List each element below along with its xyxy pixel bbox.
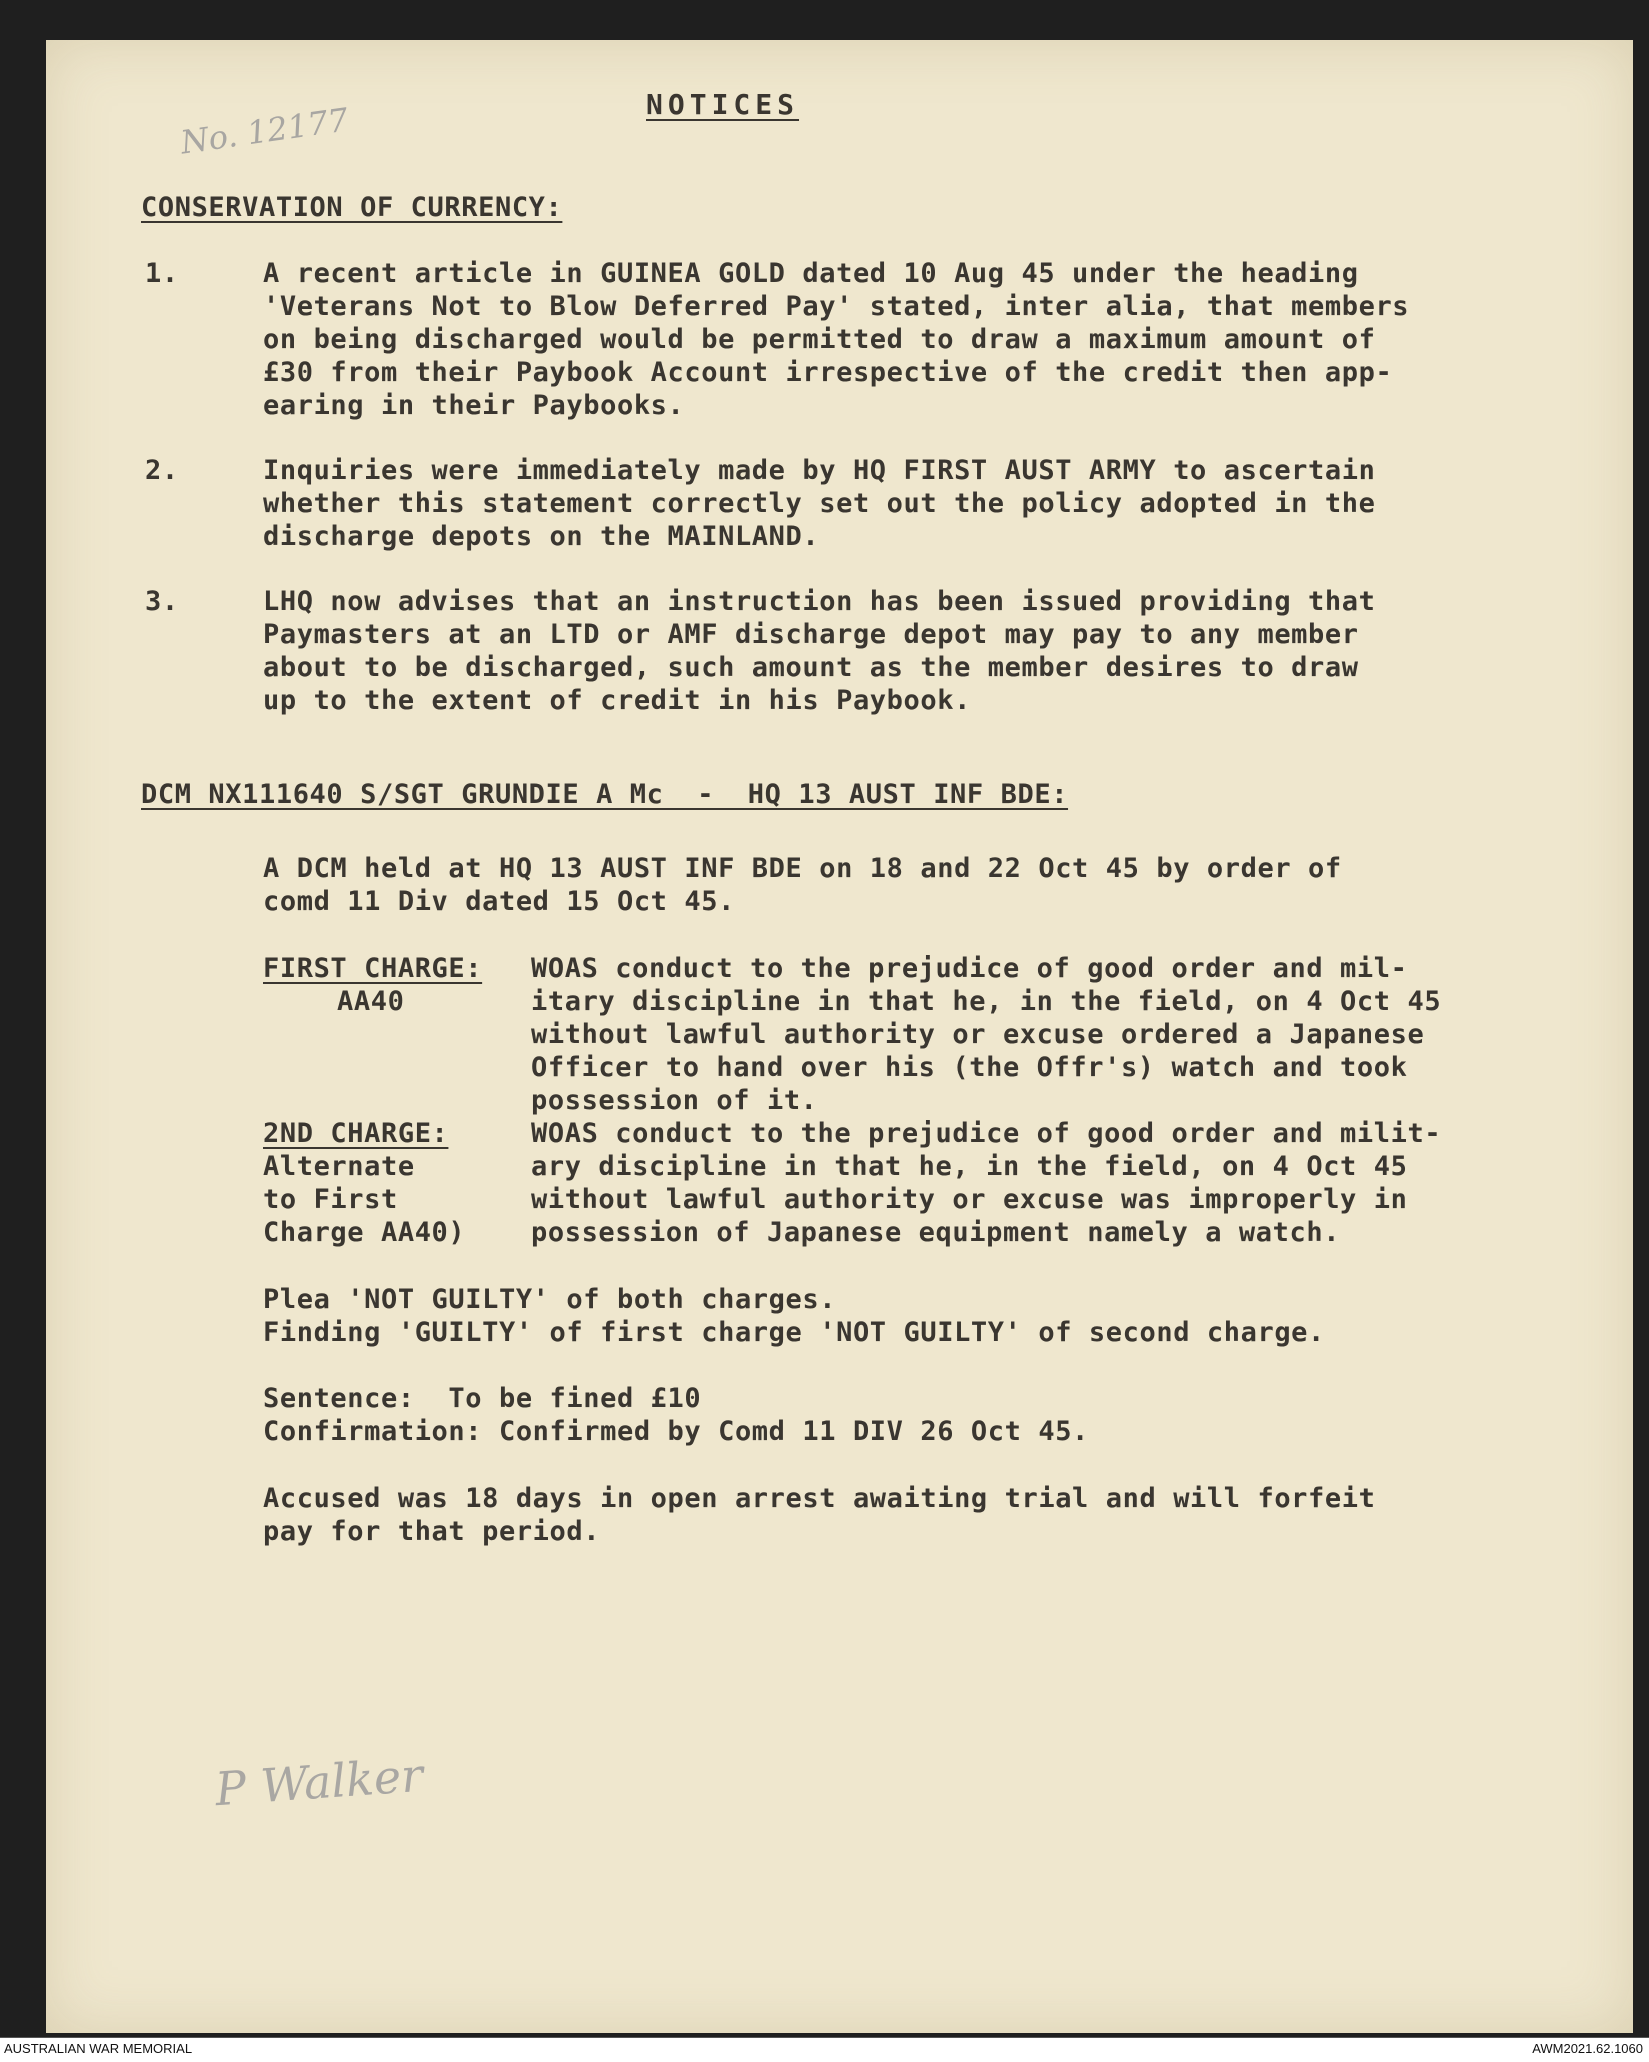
charge-text-line: Officer to hand over his (the Offr's) watch and took (531, 1052, 1408, 1083)
pencil-signature: P Walker (213, 1747, 425, 1817)
section-heading-dcm: DCM NX111640 S/SGT GRUNDIE A Mc - HQ 13 AUST INF BDE: (141, 779, 1069, 810)
charge-text-line: ary discipline in that he, in the field, on 4 Oct 45 (531, 1151, 1408, 1182)
closing-line: Accused was 18 days in open arrest awaiting trial and will forfeit (263, 1483, 1376, 1514)
sentence-line: Sentence: To be fined £10 (263, 1383, 702, 1414)
charge-text-line: without lawful authority or excuse ordered a Japanese (531, 1019, 1425, 1050)
paragraph-number: 1. (145, 258, 179, 289)
paragraph-number: 3. (145, 586, 179, 617)
paragraph-line: LHQ now advises that an instruction has been issued providing that (263, 586, 1376, 617)
charge-label: to First (263, 1184, 398, 1215)
paragraph-line: 'Veterans Not to Blow Deferred Pay' stated, inter alia, that members (263, 291, 1410, 322)
paragraph-line: earing in their Paybooks. (263, 390, 685, 421)
charge-text-line: possession of Japanese equipment namely a watch. (531, 1217, 1341, 1248)
confirmation-line: Confirmation: Confirmed by Comd 11 DIV 26 Oct 45. (263, 1416, 1089, 1447)
charge-text-line: possession of it. (531, 1085, 818, 1116)
dcm-intro-line: comd 11 Div dated 15 Oct 45. (263, 886, 735, 917)
charge-text-line: WOAS conduct to the prejudice of good order and milit- (531, 1118, 1442, 1149)
paragraph-line: about to be discharged, such amount as the member desires to draw (263, 652, 1359, 683)
footer-bar (0, 2037, 1649, 2062)
paragraph-line: £30 from their Paybook Account irrespective of the credit then app- (263, 357, 1393, 388)
pencil-annotation: No. 12177 (178, 100, 351, 162)
page-title: NOTICES (646, 88, 800, 121)
charge-text-line: WOAS conduct to the prejudice of good order and mil- (531, 953, 1408, 984)
charge-label: Charge AA40) (263, 1217, 466, 1248)
charge-label: 2ND CHARGE: (263, 1118, 449, 1149)
paragraph-line: discharge depots on the MAINLAND. (263, 521, 820, 552)
section-heading-currency: CONSERVATION OF CURRENCY: (141, 192, 563, 223)
paragraph-line: Inquiries were immediately made by HQ FIRST AUST ARMY to ascertain (263, 455, 1376, 486)
charge-label: Alternate (263, 1151, 415, 1182)
paragraph-line: whether this statement correctly set out the policy adopted in the (263, 488, 1376, 519)
charge-text-line: without lawful authority or excuse was improperly in (531, 1184, 1408, 1215)
finding-line: Finding 'GUILTY' of first charge 'NOT GUILTY' of second charge. (263, 1317, 1325, 1348)
footer-accession-number: AWM2021.62.1060 (1532, 2041, 1643, 2056)
paragraph-line: Paymasters at an LTD or AMF discharge depot may pay to any member (263, 619, 1359, 650)
plea-line: Plea 'NOT GUILTY' of both charges. (263, 1284, 837, 1315)
closing-line: pay for that period. (263, 1516, 601, 1547)
dcm-intro-line: A DCM held at HQ 13 AUST INF BDE on 18 and 22 Oct 45 by order of (263, 853, 1342, 884)
charge-label: FIRST CHARGE: (263, 953, 483, 984)
charge-text-line: itary discipline in that he, in the field, on 4 Oct 45 (531, 986, 1442, 1017)
paragraph-line: up to the extent of credit in his Paybook. (263, 685, 971, 716)
footer-institution: AUSTRALIAN WAR MEMORIAL (4, 2041, 193, 2056)
charge-label: AA40 (337, 986, 405, 1017)
paragraph-number: 2. (145, 455, 179, 486)
paragraph-line: A recent article in GUINEA GOLD dated 10 Aug 45 under the heading (263, 258, 1359, 289)
paragraph-line: on being discharged would be permitted to draw a maximum amount of (263, 324, 1376, 355)
